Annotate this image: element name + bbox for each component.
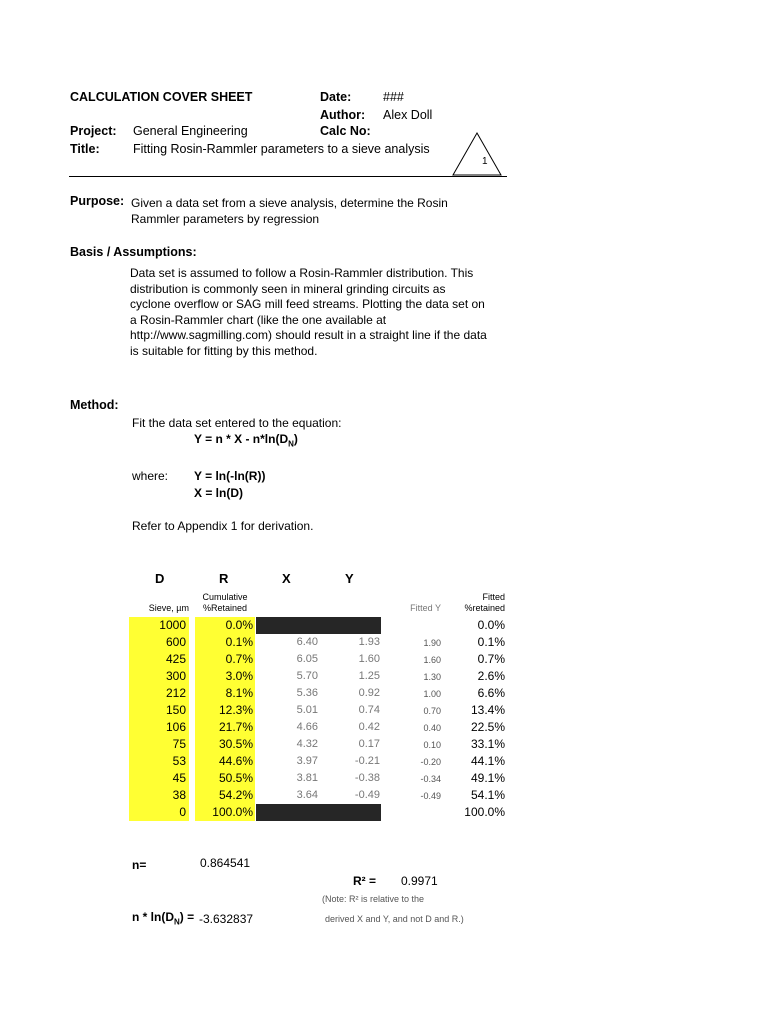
basis-text: Data set is assumed to follow a Rosin-Rammler distribution. This distribution is commonly seen in mineral grinding circuits as cyclone overflow or SAG mill feed streams. Plotting the data set on a Rosin-Rammler chart (like the one available at http://www.sagmilling.com) should result in a straight line if the data is suitable for fitting by this method. xyxy=(130,266,487,358)
fitted-y-cell: 0.10 xyxy=(423,740,441,750)
x-cell: 4.66 xyxy=(296,721,318,733)
col-letter-y: Y xyxy=(345,571,354,586)
col-sub-fitted: Fitted xyxy=(482,592,505,602)
sieve-size-cell[interactable]: 53 xyxy=(129,753,189,770)
sieve-size-cell[interactable]: 45 xyxy=(129,770,189,787)
col-letter-x: X xyxy=(282,571,291,586)
fitted-y-cell: -0.34 xyxy=(420,774,441,784)
y-cell: -0.38 xyxy=(354,772,380,784)
fitted-retained-cell: 0.1% xyxy=(477,635,505,649)
fitted-retained-cell: 6.6% xyxy=(477,686,505,700)
sieve-size-cell[interactable]: 300 xyxy=(129,668,189,685)
r-squared-note-line2: derived X and Y, and not D and R.) xyxy=(325,914,464,924)
fitted-y-cell: 1.90 xyxy=(423,638,441,648)
n-label: n= xyxy=(132,858,147,872)
x-cell: 3.81 xyxy=(296,772,318,784)
title-value: Fitting Rosin-Rammler parameters to a sieve analysis xyxy=(133,142,430,156)
sieve-size-cell[interactable]: 150 xyxy=(129,702,189,719)
calc-no-label: Calc No: xyxy=(320,124,371,138)
appendix-reference: Refer to Appendix 1 for derivation. xyxy=(132,519,314,533)
col-sub-retained: %Retained xyxy=(202,603,248,613)
col-sub-fitted-y: Fitted Y xyxy=(410,603,441,613)
method-label: Method: xyxy=(70,398,119,412)
fitted-retained-cell: 2.6% xyxy=(477,669,505,683)
retained-cell[interactable]: 100.0% xyxy=(195,804,255,821)
y-cell: 1.60 xyxy=(358,653,380,665)
fitted-y-cell: 0.70 xyxy=(423,706,441,716)
x-cell: 4.32 xyxy=(296,738,318,750)
fitted-y-cell: 1.00 xyxy=(423,689,441,699)
y-cell: 0.92 xyxy=(358,687,380,699)
x-cell: 3.64 xyxy=(296,789,318,801)
header-divider xyxy=(69,176,507,177)
author-label: Author: xyxy=(320,108,366,122)
fitted-retained-cell: 100.0% xyxy=(464,805,505,819)
retained-cell[interactable]: 30.5% xyxy=(195,736,255,753)
r-squared-note-line1: (Note: R² is relative to the xyxy=(322,894,425,904)
fitted-y-cell: 1.30 xyxy=(423,672,441,682)
sheet-title: CALCULATION COVER SHEET xyxy=(70,90,253,104)
retained-cell[interactable]: 0.1% xyxy=(195,634,255,651)
sieve-size-cell[interactable]: 600 xyxy=(129,634,189,651)
r-squared-label: R² = xyxy=(353,874,377,888)
date-value: ### xyxy=(383,90,404,104)
sieve-size-cell[interactable]: 75 xyxy=(129,736,189,753)
fitted-y-cell: 1.60 xyxy=(423,655,441,665)
fitted-retained-cell: 33.1% xyxy=(470,737,505,751)
fitted-retained-cell: 13.4% xyxy=(470,703,505,717)
project-value: General Engineering xyxy=(133,124,248,138)
blocked-cell xyxy=(256,617,381,634)
fitted-retained-cell: 22.5% xyxy=(470,720,505,734)
y-cell: -0.21 xyxy=(354,755,380,767)
where-y: Y = ln(-ln(R)) xyxy=(194,469,266,483)
retained-cell[interactable]: 12.3% xyxy=(195,702,255,719)
retained-cell[interactable]: 3.0% xyxy=(195,668,255,685)
method-intro: Fit the data set entered to the equation: xyxy=(132,416,342,430)
y-cell: 0.17 xyxy=(358,738,380,750)
x-cell: 5.01 xyxy=(296,704,318,716)
fitted-retained-cell: 49.1% xyxy=(470,771,505,785)
col-sub-fitted-retained: %retained xyxy=(464,603,505,613)
y-cell: -0.49 xyxy=(354,789,380,801)
x-cell: 6.40 xyxy=(296,636,318,648)
x-cell: 3.97 xyxy=(296,755,318,767)
sieve-size-cell[interactable]: 0 xyxy=(129,804,189,821)
purpose-label: Purpose: xyxy=(70,194,125,208)
col-sub-sieve: Sieve, µm xyxy=(148,603,189,613)
col-letter-d: D xyxy=(155,571,165,586)
retained-cell[interactable]: 54.2% xyxy=(195,787,255,804)
y-cell: 1.25 xyxy=(358,670,380,682)
n-value: 0.864541 xyxy=(200,856,251,870)
y-cell: 0.42 xyxy=(358,721,380,733)
sieve-size-cell[interactable]: 106 xyxy=(129,719,189,736)
retained-cell[interactable]: 50.5% xyxy=(195,770,255,787)
r-squared-value: 0.9971 xyxy=(401,874,438,888)
fitted-retained-cell: 44.1% xyxy=(470,754,505,768)
x-cell: 5.70 xyxy=(296,670,318,682)
method-equation: $Y = n * X - n*\ln(D_N)$ xyxy=(194,432,298,449)
retained-cell[interactable]: 0.7% xyxy=(195,651,255,668)
purpose-text: Given a data set from a sieve analysis, determine the Rosin Rammler parameters by regression xyxy=(131,196,448,226)
author-value: Alex Doll xyxy=(383,108,433,122)
where-x: X = ln(D) xyxy=(194,486,244,500)
y-cell: 1.93 xyxy=(358,636,380,648)
fitted-retained-cell: 0.0% xyxy=(477,618,505,632)
x-cell: 5.36 xyxy=(296,687,318,699)
retained-cell[interactable]: 8.1% xyxy=(195,685,255,702)
col-sub-cumulative: Cumulative xyxy=(202,592,248,602)
col-letter-r: R xyxy=(219,571,229,586)
retained-cell[interactable]: 44.6% xyxy=(195,753,255,770)
retained-cell[interactable]: 21.7% xyxy=(195,719,255,736)
revision-triangle-icon xyxy=(451,131,503,177)
x-cell: 6.05 xyxy=(296,653,318,665)
sieve-size-cell[interactable]: 212 xyxy=(129,685,189,702)
fitted-y-cell: 0.40 xyxy=(423,723,441,733)
blocked-cell xyxy=(256,804,381,821)
revision-number: 1 xyxy=(482,156,488,167)
sieve-size-cell[interactable]: 1000 xyxy=(129,617,189,634)
retained-cell[interactable]: 0.0% xyxy=(195,617,255,634)
fitted-retained-cell: 54.1% xyxy=(470,788,505,802)
n-ln-dn-value: -3.632837 xyxy=(199,912,254,926)
fitted-y-cell: -0.20 xyxy=(420,757,441,767)
where-label: where: xyxy=(132,469,169,483)
y-cell: 0.74 xyxy=(358,704,380,716)
fitted-retained-cell: 0.7% xyxy=(477,652,505,666)
project-label: Project: xyxy=(70,124,117,138)
title-label: Title: xyxy=(70,142,100,156)
date-label: Date: xyxy=(320,90,352,104)
n-ln-dn-label: n * $\ln(D_N)$ = xyxy=(132,910,195,927)
fitted-y-cell: -0.49 xyxy=(420,791,441,801)
sieve-size-cell[interactable]: 425 xyxy=(129,651,189,668)
sieve-size-cell[interactable]: 38 xyxy=(129,787,189,804)
basis-label: Basis / Assumptions: xyxy=(70,245,197,259)
